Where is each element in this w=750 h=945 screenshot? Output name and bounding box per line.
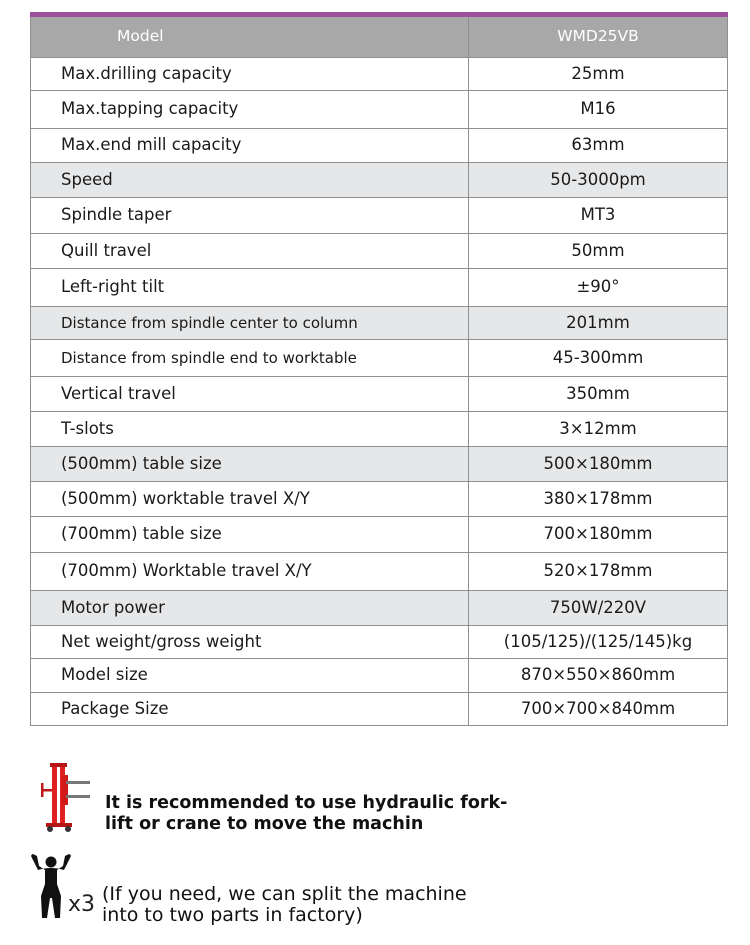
split-note: [30, 850, 710, 930]
row-value: 750W/220V: [469, 591, 728, 626]
row-value: 3×12mm: [469, 412, 728, 447]
row-value: 45-300mm: [469, 340, 728, 377]
row-label: (500mm) table size: [31, 447, 469, 482]
table-row: [31, 198, 728, 234]
forklift-note: [30, 755, 710, 835]
table-row: [31, 269, 728, 307]
spec-table: [30, 12, 728, 726]
table-row: [31, 129, 728, 163]
row-label: Max.drilling capacity: [31, 58, 469, 91]
row-value: 63mm: [469, 129, 728, 163]
table-row: [31, 591, 728, 626]
row-label: Spindle taper: [31, 198, 469, 234]
row-value: MT3: [469, 198, 728, 234]
forklift-icon: [38, 761, 94, 833]
row-label: Quill travel: [31, 234, 469, 269]
split-note-text: [102, 884, 467, 926]
row-label: Speed: [31, 163, 469, 198]
split-note-line2: into to two parts in factory): [102, 904, 363, 926]
header-model-value: WMD25VB: [469, 15, 728, 58]
table-row: [31, 377, 728, 412]
table-row: [31, 234, 728, 269]
row-value: 700×180mm: [469, 517, 728, 553]
multiplier-label: x3: [68, 892, 96, 917]
table-header-row: [31, 15, 728, 58]
table-row: [31, 482, 728, 517]
row-value: M16: [469, 91, 728, 129]
table-row: [31, 447, 728, 482]
row-label: Distance from spindle end to worktable: [31, 340, 469, 377]
row-value: 350mm: [469, 377, 728, 412]
forklift-note-line2: lift or crane to move the machin: [105, 814, 424, 834]
row-value: 500×180mm: [469, 447, 728, 482]
table-row: [31, 412, 728, 447]
table-row: [31, 693, 728, 726]
table-row: [31, 91, 728, 129]
row-value: 50-3000pm: [469, 163, 728, 198]
table-row: [31, 517, 728, 553]
row-value: (105/125)/(125/145)kg: [469, 626, 728, 659]
table-row: [31, 307, 728, 340]
table-row: [31, 553, 728, 591]
table-row: [31, 626, 728, 659]
strongman-icon: [30, 852, 72, 920]
row-label: Motor power: [31, 591, 469, 626]
row-label: Distance from spindle center to column: [31, 307, 469, 340]
row-value: 520×178mm: [469, 553, 728, 591]
split-note-line1: (If you need, we can split the machine: [102, 883, 467, 905]
row-value: 25mm: [469, 58, 728, 91]
row-value: ±90°: [469, 269, 728, 307]
table-row: [31, 659, 728, 693]
row-label: (700mm) Worktable travel X/Y: [31, 553, 469, 591]
row-value: 870×550×860mm: [469, 659, 728, 693]
row-label: Vertical travel: [31, 377, 469, 412]
row-value: 700×700×840mm: [469, 693, 728, 726]
forklift-note-line1: It is recommended to use hydraulic fork-: [105, 793, 508, 813]
row-value: 201mm: [469, 307, 728, 340]
table-row: [31, 163, 728, 198]
forklift-note-text: [105, 793, 507, 835]
table-row: [31, 58, 728, 91]
row-label: Model size: [31, 659, 469, 693]
row-value: 50mm: [469, 234, 728, 269]
table-row: [31, 340, 728, 377]
row-value: 380×178mm: [469, 482, 728, 517]
row-label: (500mm) worktable travel X/Y: [31, 482, 469, 517]
row-label: Left-right tilt: [31, 269, 469, 307]
row-label: Package Size: [31, 693, 469, 726]
header-model-label: Model: [31, 15, 469, 58]
row-label: (700mm) table size: [31, 517, 469, 553]
row-label: Max.end mill capacity: [31, 129, 469, 163]
row-label: Net weight/gross weight: [31, 626, 469, 659]
row-label: T-slots: [31, 412, 469, 447]
row-label: Max.tapping capacity: [31, 91, 469, 129]
